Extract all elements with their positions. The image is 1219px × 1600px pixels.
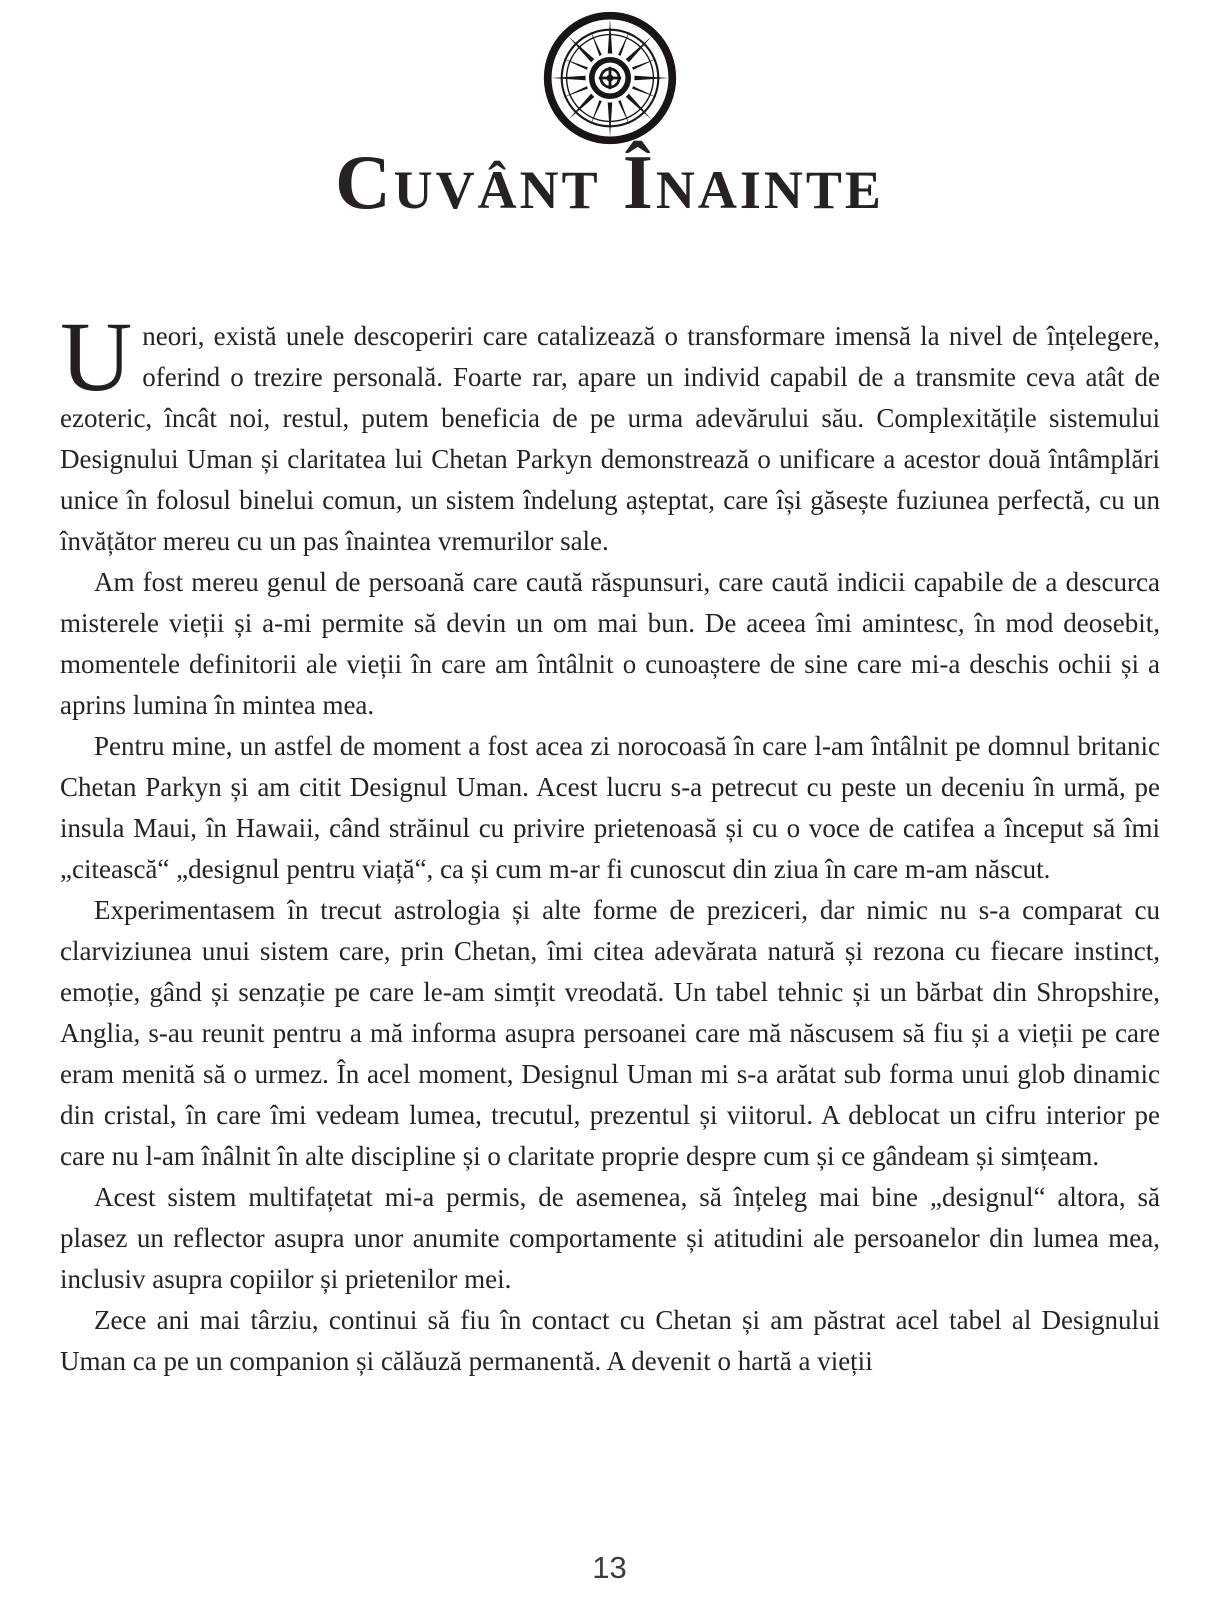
paragraph-1-text: neori, există unele descoperiri care catalizează o transformare imensă la nivel de înțelegere, oferind o trezire personală. Foarte rar, apare un individ capabil de a transmite ceva atât de ezoteric, încât noi, restul, putem beneficia de pe urma adevărului său. Complexitățile sistemului Designului Uman și claritatea lui Chetan Parkyn demonstrează o unificare a acestor două întâmplări unice în folosul binelui comun, un sistem îndelung așteptat, care își găsește fuziunea perfectă, cu un învățător mereu cu un pas înaintea vremurilor sale. [60, 321, 1160, 556]
paragraph-3: Pentru mine, un astfel de moment a fost acea zi norocoasă în care l-am întâlnit pe domnul britanic Chetan Parkyn și am citit Designul Uman. Acest lucru s-a petrecut cu peste un deceniu în urmă, pe insula Maui, în Hawaii, când străinul cu privire prietenoasă și cu o voce de catifea a început să îmi „citească“ „designul pentru viață“, ca și cum m-ar fi cunoscut din ziua în care m-am născut. [60, 731, 1160, 884]
paragraph-4: Experimentasem în trecut astrologia și alte forme de preziceri, dar nimic nu s-a comparat cu clarviziunea unui sistem care, prin Chetan, îmi citea adevărata natură și rezona cu fiecare instinct, emoție, gând și senzație pe care le-am simțit vreodată. Un tabel tehnic și un bărbat din Shropshire, Anglia, s-au reunit pentru a mă informa asupra persoanei care mă născusem să fiu și a vieții pe care eram menită să o urmez. În acel moment, Designul Uman mi s-a arătat sub forma unui glob dinamic din cristal, în care îmi vedeam lumea, trecutul, prezentul și viitorul. A deblocat un cifru interior pe care nu l-am înâlnit în alte discipline și o claritate proprie despre cum și ce gândeam și simțeam. [60, 895, 1160, 1171]
page-number: 13 [592, 1550, 627, 1585]
paragraph-5: Acest sistem multifațetat mi-a permis, de asemenea, să înțeleg mai bine „designul“ altora, să plasez un reflector asupra unor anumite comportamente și atitudini ale persoanelor din lumea mea, inclusiv asupra copiilor și prietenilor mei. [60, 1182, 1160, 1294]
paragraph-6: Zece ani mai târziu, continui să fiu în contact cu Chetan și am păstrat acel tabel al Designului Uman ca pe un companion și călăuză permanentă. A devenit o hartă a vieții [60, 1305, 1160, 1376]
paragraph-1 [60, 301, 1160, 562]
compass-rose-icon [540, 8, 680, 148]
drop-cap: U [60, 301, 133, 412]
body-text [60, 301, 1160, 1382]
chapter-title: Cuvânt Înainte [335, 139, 884, 225]
paragraph-2: Am fost mereu genul de persoană care caută răspunsuri, care caută indicii capabile de a descurca misterele vieții și a-mi permite să devin un om mai bun. De aceea îmi amintesc, în mod deosebit, momentele definitorii ale vieții în care am întâlnit o cunoaștere de sine care mi-a deschis ochii și a aprins lumina în mintea mea. [60, 567, 1160, 720]
